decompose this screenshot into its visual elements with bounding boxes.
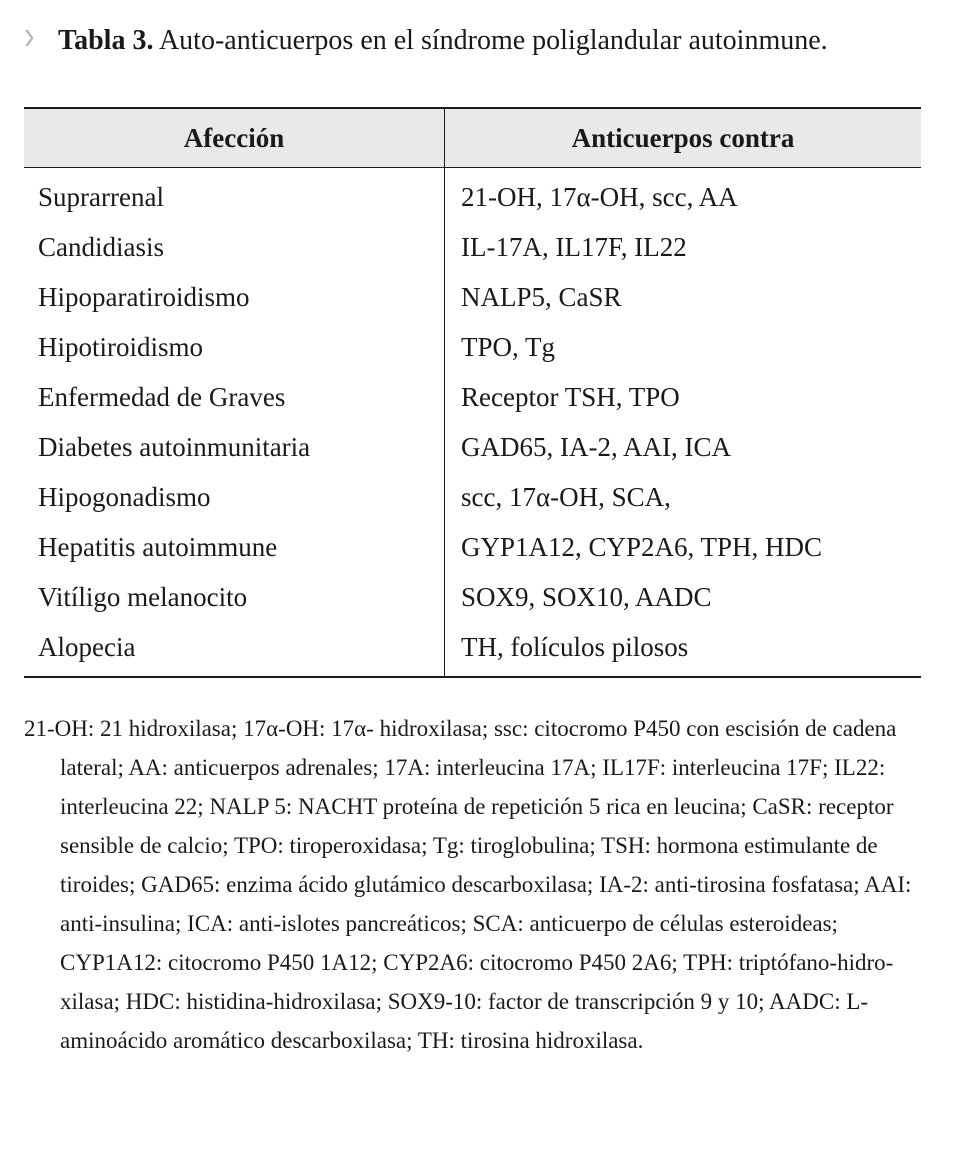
condition-cell: Hipogonadismo bbox=[24, 472, 445, 522]
condition-cell: Suprarrenal bbox=[24, 168, 445, 223]
condition-cell: Hipotiroidismo bbox=[24, 322, 445, 372]
antibodies-cell: TH, folículos pilosos bbox=[461, 631, 689, 662]
chevron-right-icon bbox=[24, 29, 34, 47]
table-row bbox=[24, 372, 921, 422]
table-row bbox=[24, 222, 921, 272]
table-row bbox=[24, 272, 921, 322]
condition-cell: Vitíligo melanocito bbox=[24, 572, 445, 622]
table-caption bbox=[24, 22, 934, 60]
table-row bbox=[24, 572, 921, 622]
antibodies-cell: 21-OH, 17α-OH, scc, AA bbox=[461, 181, 738, 212]
table-row bbox=[24, 422, 921, 472]
table-row bbox=[24, 472, 921, 522]
table-header-row bbox=[24, 108, 921, 168]
condition-cell: Candidiasis bbox=[24, 222, 445, 272]
column-header-afeccion: Afección bbox=[24, 108, 445, 168]
condition-cell: Enfermedad de Graves bbox=[24, 372, 445, 422]
caption-text: Auto-anticuerpos en el síndrome poliglandular autoinmune. bbox=[158, 25, 828, 56]
antibodies-cell: GAD65, IA-2, AAI, ICA bbox=[461, 431, 731, 462]
table-row bbox=[24, 168, 921, 223]
table-row bbox=[24, 322, 921, 372]
antibodies-cell: IL-17A, IL17F, IL22 bbox=[461, 231, 687, 262]
antibodies-cell: NALP5, CaSR bbox=[461, 281, 622, 312]
antibodies-cell: TPO, Tg bbox=[461, 331, 556, 362]
antibodies-cell: GYP1A12, CYP2A6, TPH, HDC bbox=[461, 531, 823, 562]
condition-cell: Diabetes autoinmunitaria bbox=[24, 422, 445, 472]
condition-cell: Alopecia bbox=[24, 622, 445, 677]
caption-label: Tabla 3. bbox=[58, 25, 154, 56]
column-header-anticuerpos: Anticuerpos contra bbox=[445, 108, 922, 168]
condition-cell: Hepatitis autoimmune bbox=[24, 522, 445, 572]
table-footnote: 21-OH: 21 hidroxilasa; 17α-OH: 17α- hidroxilasa; ssc: citocromo P450 con escisión de cadena lateral; AA: anticuerpos adrenales; 17A: interleucina 17A; IL17F: interleucina 17F; IL22: interleucina 22; NALP 5: NACHT proteína de repetición 5 rica en leucina; CaSR: receptor sensible de calcio; TPO: tiroperoxidasa; Tg: tiroglobulina; TSH: hormona estimulante de tiroides; GAD65: enzima ácido glutámico descarboxilasa; IA-2: anti-tirosina fosfatasa; AAI: anti-insulina; ICA: anti-islotes pancreáticos; SCA: anticuerpo de células esteroideas; CYP1A12: citocromo P450 1A12; CYP2A6: citocromo P450 2A6; TPH: triptófano-hidro-xilasa; HDC: histidina-hidroxilasa; SOX9-10: factor de transcripción 9 y 10; AADC: L-aminoácido aromático descarboxilasa; TH: tirosina hidroxilasa. bbox=[24, 716, 912, 1053]
condition-cell: Hipoparatiroidismo bbox=[24, 272, 445, 322]
table-row bbox=[24, 522, 921, 572]
antibody-table bbox=[24, 107, 921, 678]
antibodies-cell: Receptor TSH, TPO bbox=[461, 381, 680, 412]
table-row bbox=[24, 622, 921, 677]
antibodies-cell: scc, 17α-OH, SCA, bbox=[461, 481, 671, 512]
antibodies-cell: SOX9, SOX10, AADC bbox=[461, 581, 712, 612]
